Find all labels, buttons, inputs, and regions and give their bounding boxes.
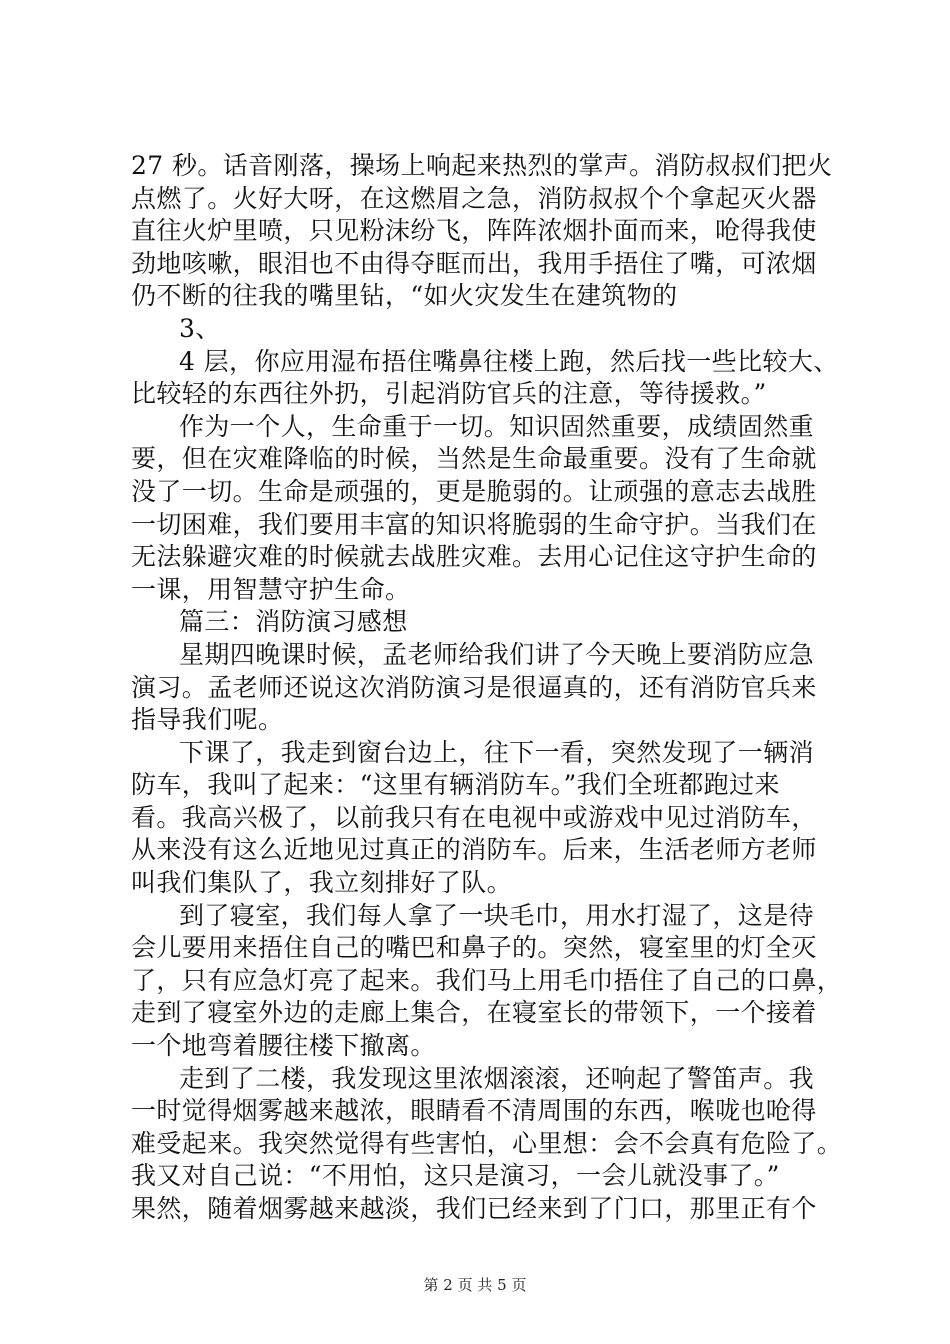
text-line: 一个地弯着腰往楼下撤离。 (131, 1031, 436, 1061)
text-line: 了，只有应急灯亮了起来。我们马上用毛巾捂住了自己的口鼻， (131, 965, 843, 995)
document-body (131, 150, 843, 1226)
text-line: 到了寝室，我们每人拿了一块毛巾，用水打湿了，这是待 (179, 900, 815, 930)
text-line: 一时觉得烟雾越来越浓，眼睛看不清周围的东西，喉咙也呛得 (131, 1096, 817, 1126)
text-line: 难受起来。我突然觉得有些害怕，心里想：会不会真有危险了。 (131, 1128, 843, 1158)
text-line: 防车，我叫了起来：“这里有辆消防车。”我们全班都跑过来 (131, 770, 780, 800)
text-line: 要，但在灾难降临的时候，当然是生命最重要。没有了生命就 (131, 444, 817, 474)
text-line: 点燃了。火好大呀，在这燃眉之急，消防叔叔个个拿起灭火器 (131, 183, 817, 213)
text-line: 演习。孟老师还说这次消防演习是很逼真的，还有消防官兵来 (131, 672, 817, 702)
text-line: 篇三：消防演习感想 (179, 607, 408, 637)
text-line: 指导我们呢。 (131, 705, 284, 735)
text-line: 下课了，我走到窗台边上，往下一看，突然发现了一辆消 (179, 737, 815, 767)
text-line: 直往火炉里喷，只见粉沫纷飞，阵阵浓烟扑面而来，呛得我使 (131, 216, 817, 246)
text-line: 无法躲避灾难的时候就去战胜灾难。去用心记住这守护生命的 (131, 542, 817, 572)
text-line: 会儿要用来捂住自己的嘴巴和鼻子的。突然，寝室里的灯全灭 (131, 933, 817, 963)
text-line: 看。我高兴极了，以前我只有在电视中或游戏中见过消防车， (131, 802, 817, 832)
text-line: 一课，用智慧守护生命。 (131, 574, 411, 604)
text-line: 3、 (179, 313, 221, 343)
page-footer: 第 2 页 共 5 页 (423, 1276, 527, 1294)
text-line: 27 秒。话音刚落，操场上响起来热烈的掌声。消防叔叔们把火 (131, 151, 833, 180)
text-line: 星期四晚课时候，孟老师给我们讲了今天晚上要消防应急 (179, 639, 815, 669)
text-line: 仍不断的往我的嘴里钻，“如火灾发生在建筑物的 (131, 281, 678, 311)
text-line: 比较轻的东西往外扔，引起消防官兵的注意，等待援救。” (131, 379, 767, 409)
text-line: 劲地咳嗽，眼泪也不由得夺眶而出，我用手捂住了嘴，可浓烟 (131, 248, 817, 278)
text-line: 作为一个人，生命重于一切。知识固然重要，成绩固然重 (179, 411, 815, 441)
text-line: 走到了二楼，我发现这里浓烟滚滚，还响起了警笛声。我 (179, 1063, 815, 1093)
text-line: 走到了寝室外边的走廊上集合，在寝室长的带领下，一个接着 (131, 998, 817, 1028)
text-line: 我又对自己说：“不用怕，这只是演习，一会儿就没事了。” (131, 1161, 780, 1191)
text-line: 一切困难，我们要用丰富的知识将脆弱的生命守护。当我们在 (131, 509, 817, 539)
text-line: 叫我们集队了，我立刻排好了队。 (131, 868, 513, 898)
text-line: 从来没有这么近地见过真正的消防车。后来，生活老师方老师 (131, 835, 817, 865)
text-line: 没了一切。生命是顽强的，更是脆弱的。让顽强的意志去战胜 (131, 476, 817, 506)
text-line: 4 层，你应用湿布捂住嘴鼻往楼上跑，然后找一些比较大、 (179, 346, 839, 376)
text-line: 果然，随着烟雾越来越淡，我们已经来到了门口，那里正有个 (131, 1194, 817, 1223)
